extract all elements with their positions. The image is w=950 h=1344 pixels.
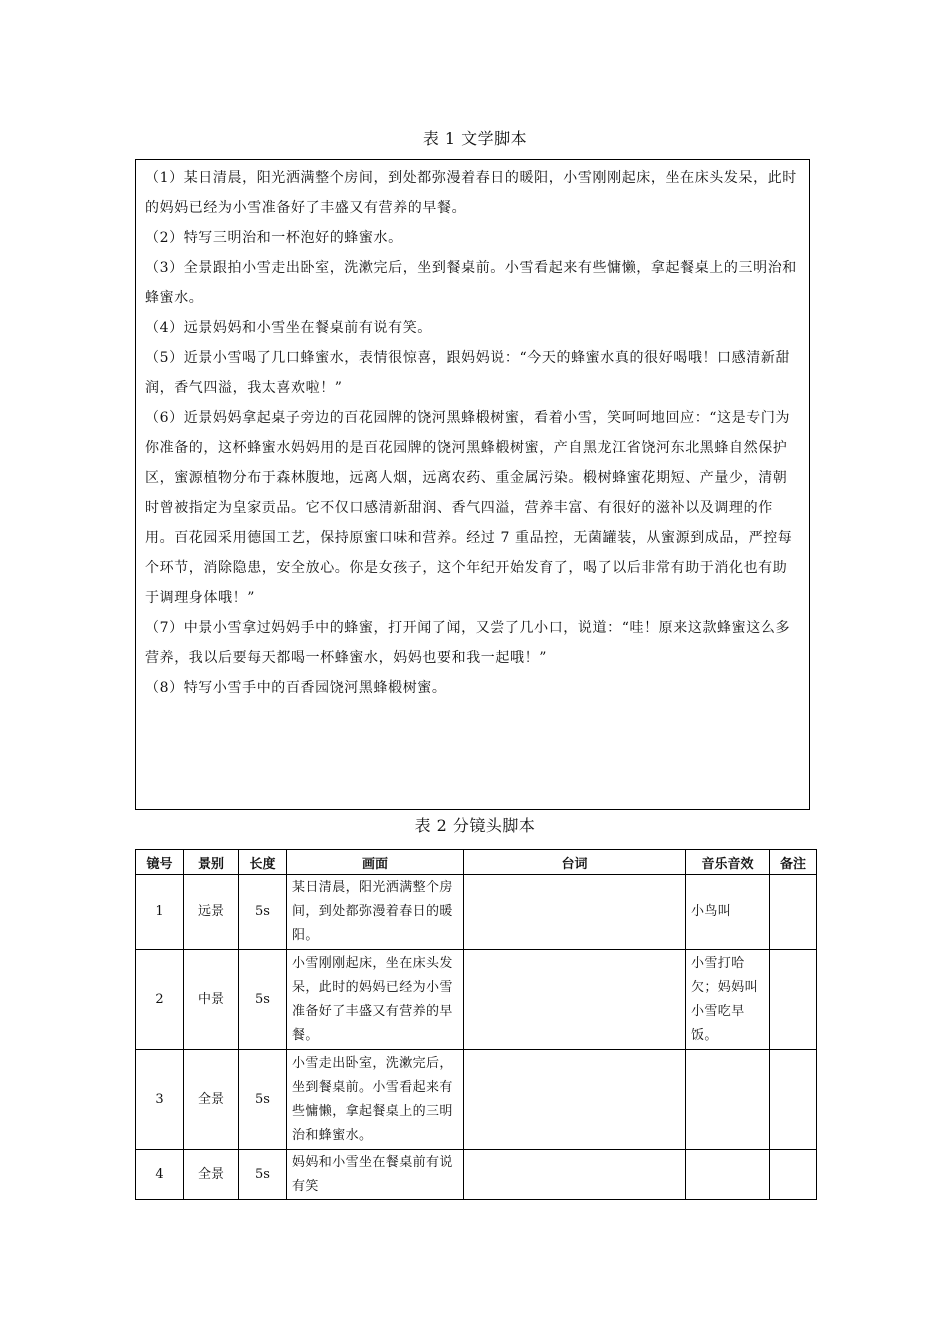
header-dialogue: 台词 — [464, 850, 686, 875]
header-music-sfx: 音乐音效 — [686, 850, 770, 875]
cell-length: 5s — [239, 950, 287, 1050]
literary-script-box — [135, 159, 810, 810]
table1-caption: 表 1 文学脚本 — [422, 129, 528, 148]
cell-shot-size: 全景 — [184, 1050, 239, 1150]
header-notes: 备注 — [770, 850, 817, 875]
script-paragraph-2: （2）特写三明治和一杯泡好的蜂蜜水。 — [145, 230, 403, 246]
cell-music-sfx: 小雪打哈欠；妈妈叫小雪吃早饭。 — [686, 950, 770, 1050]
cell-shot-size: 远景 — [184, 875, 239, 950]
cell-dialogue — [464, 1050, 686, 1150]
cell-notes — [770, 875, 817, 950]
table2-caption: 表 2 分镜头脚本 — [414, 816, 536, 835]
cell-picture: 小雪刚刚起床，坐在床头发呆，此时的妈妈已经为小雪准备好了丰盛又有营养的早餐。 — [287, 950, 464, 1050]
cell-dialogue — [464, 1150, 686, 1200]
header-shot-number: 镜号 — [136, 850, 184, 875]
cell-length: 5s — [239, 1150, 287, 1200]
script-paragraph-4: （4）远景妈妈和小雪坐在餐桌前有说有笑。 — [145, 320, 432, 336]
script-paragraph-3: （3）全景跟拍小雪走出卧室，洗漱完后，坐到餐桌前。小雪看起来有些慵懒，拿起餐桌上的三明治和蜂蜜水。 — [145, 260, 797, 306]
cell-dialogue — [464, 950, 686, 1050]
cell-dialogue — [464, 875, 686, 950]
script-paragraph-6: （6）近景妈妈拿起桌子旁边的百花园牌的饶河黑蜂椴树蜜，看着小雪，笑呵呵地回应：“这是专门为你准备的，这杯蜂蜜水妈妈用的是百花园牌的饶河黑蜂椴树蜜，产自黑龙江省饶河东北黑蜂自然保护区，蜜源植物分布于森林腹地，远离人烟，远离农药、重金属污染。椴树蜂蜜花期短、产量少，清朝时曾被指定为皇家贡品。它不仅口感清新甜润、香气四溢，营养丰富、有很好的滋补以及调理的作用。百花园采用德国工艺，保持原蜜口味和营养。经过 7 重品控，无菌罐装，从蜜源到成品，严控每个环节，消除隐患，安全放心。你是女孩子，这个年纪开始发育了，喝了以后非常有助于消化也有助于调理身体哦！” — [145, 410, 793, 606]
cell-picture: 小雪走出卧室，洗漱完后，坐到餐桌前。小雪看起来有些慵懒，拿起餐桌上的三明治和蜂蜜水。 — [287, 1050, 464, 1150]
cell-shot-number: 4 — [136, 1150, 184, 1200]
cell-shot-number: 2 — [136, 950, 184, 1050]
table-row — [136, 950, 817, 1050]
storyboard-table — [135, 849, 817, 1200]
header-picture: 画面 — [287, 850, 464, 875]
cell-notes — [770, 1150, 817, 1200]
script-paragraph-1: （1）某日清晨，阳光洒满整个房间，到处都弥漫着春日的暖阳，小雪刚刚起床，坐在床头发呆，此时的妈妈已经为小雪准备好了丰盛又有营养的早餐。 — [145, 170, 797, 216]
cell-shot-size: 全景 — [184, 1150, 239, 1200]
table-row — [136, 875, 817, 950]
cell-shot-size: 中景 — [184, 950, 239, 1050]
script-paragraph-8: （8）特写小雪手中的百香园饶河黑蜂椴树蜜。 — [145, 680, 447, 696]
header-length: 长度 — [239, 850, 287, 875]
cell-length: 5s — [239, 1050, 287, 1150]
cell-shot-number: 1 — [136, 875, 184, 950]
cell-notes — [770, 950, 817, 1050]
cell-notes — [770, 1050, 817, 1150]
table-row — [136, 1150, 817, 1200]
cell-shot-number: 3 — [136, 1050, 184, 1150]
cell-music-sfx — [686, 1150, 770, 1200]
cell-length: 5s — [239, 875, 287, 950]
script-paragraph-5: （5）近景小雪喝了几口蜂蜜水，表情很惊喜，跟妈妈说：“今天的蜂蜜水真的很好喝哦！口感清新甜润，香气四溢，我太喜欢啦！” — [145, 350, 791, 396]
table-row — [136, 1050, 817, 1150]
cell-music-sfx: 小鸟叫 — [686, 875, 770, 950]
cell-picture: 妈妈和小雪坐在餐桌前有说有笑 — [287, 1150, 464, 1200]
cell-picture: 某日清晨，阳光洒满整个房间，到处都弥漫着春日的暖阳。 — [287, 875, 464, 950]
table-header-row — [136, 850, 817, 875]
script-paragraph-7: （7）中景小雪拿过妈妈手中的蜂蜜，打开闻了闻，又尝了几小口，说道：“哇！原来这款蜂蜜这么多营养，我以后要每天都喝一杯蜂蜜水，妈妈也要和我一起哦！” — [145, 620, 791, 666]
cell-music-sfx — [686, 1050, 770, 1150]
header-shot-size: 景别 — [184, 850, 239, 875]
